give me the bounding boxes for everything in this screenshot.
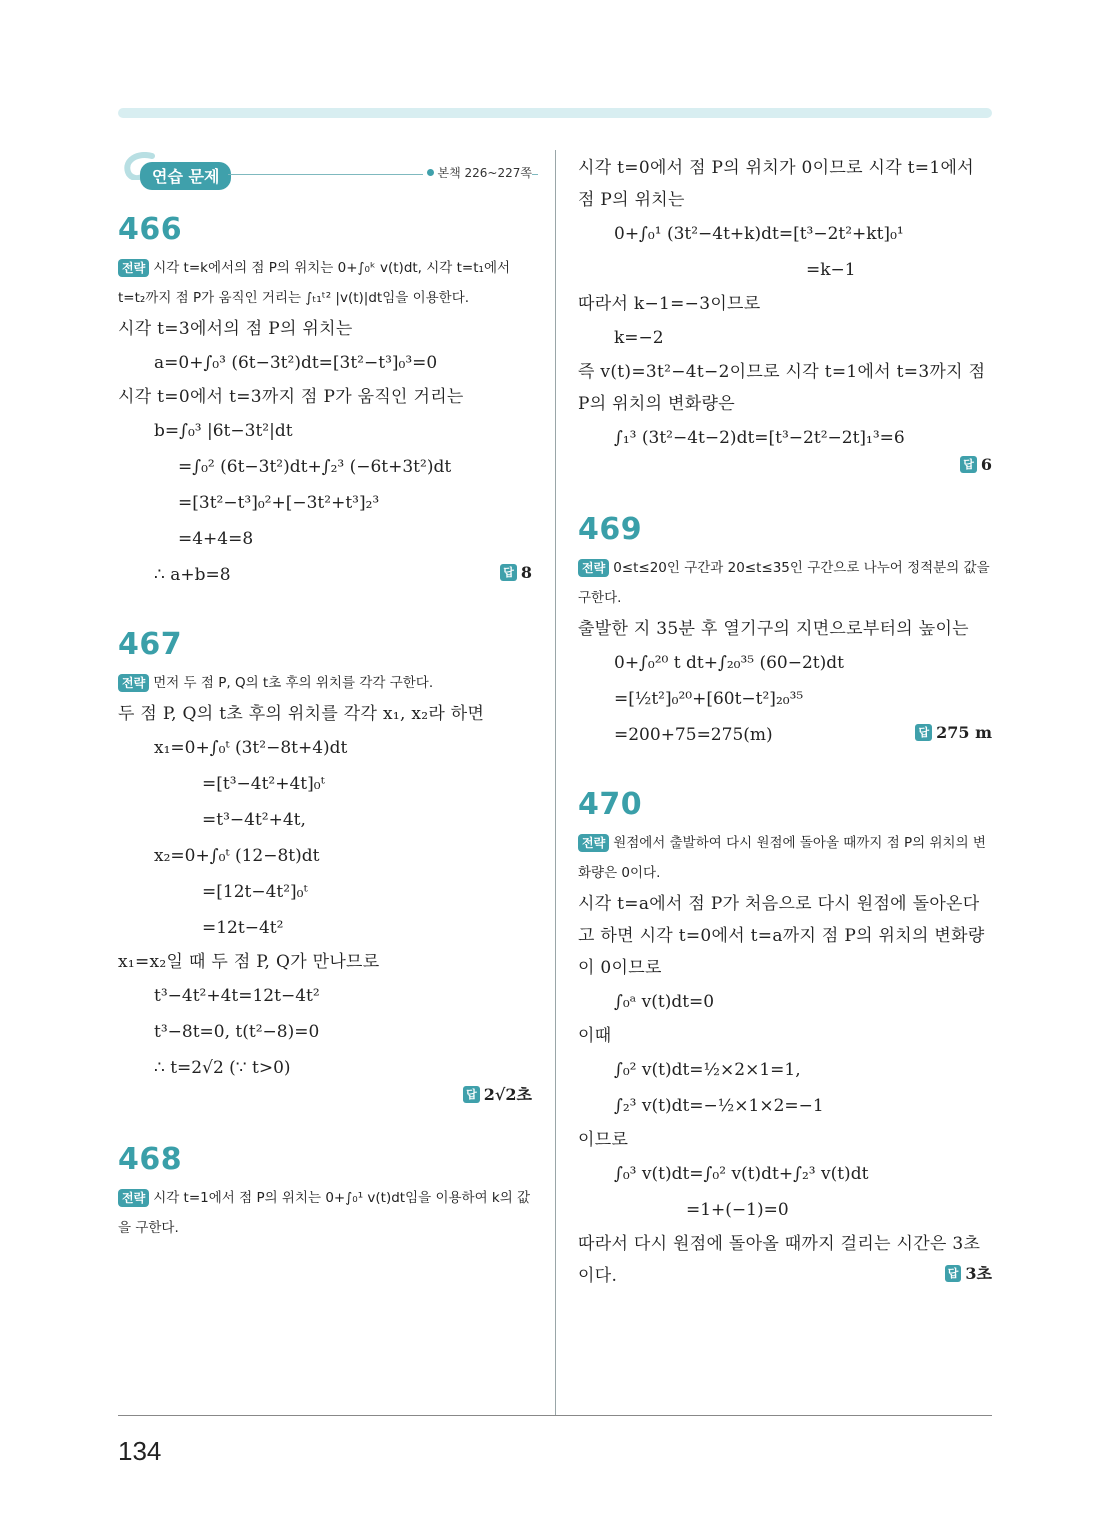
footer-rule [118,1415,992,1416]
math-line: =4+4=8 [178,529,254,549]
math-line: =1+(−1)=0 [686,1200,789,1220]
solution-text: 이므로 [578,1130,629,1150]
page-reference [423,164,532,181]
math-line: ∴ a+b=8 [154,565,231,585]
math-line: 0+∫₀²⁰ t dt+∫₂₀³⁵ (60−2t)dt [614,653,844,673]
strategy-note [118,1183,532,1243]
solution-text: 시각 t=a에서 점 P가 처음으로 다시 원점에 돌아온다고 하면 시각 t=0에서 t=a까지 점 P의 위치의 변화량이 0이므로 [578,894,985,978]
math-line: ∫₀³ v(t)dt=∫₀² v(t)dt+∫₂³ v(t)dt [614,1164,869,1184]
strategy-tag: 전략 [118,674,149,692]
answer [500,560,532,586]
math-line: ∫₂³ v(t)dt=−½×1×2=−1 [614,1096,824,1116]
strategy-text: 먼저 두 점 P, Q의 t초 후의 위치를 각각 구한다. [153,675,434,691]
math-line: ∫₀² v(t)dt=½×2×1=1, [614,1060,801,1080]
math-line: x₂=0+∫₀ᵗ (12−8t)dt [154,846,320,866]
solution-text: 이다. [578,1266,618,1286]
strategy-text: 0≤t≤20인 구간과 20≤t≤35인 구간으로 나누어 정적분의 값을 구한다. [578,560,990,606]
problem-number: 469 [578,512,643,547]
math-line: t³−4t²+4t=12t−4t² [154,986,320,1006]
math-line: a=0+∫₀³ (6t−3t²)dt=[3t²−t³]₀³=0 [154,353,438,373]
math-line: =[½t²]₀²⁰+[60t−t²]₂₀³⁵ [614,689,804,709]
answer [945,1261,992,1287]
strategy-note [578,553,992,613]
column-divider [555,150,556,1415]
strategy-note [118,253,532,313]
solution-text: 두 점 P, Q의 t초 후의 위치를 각각 x₁, x₂라 하면 [118,704,485,724]
math-line: 0+∫₀¹ (3t²−4t+k)dt=[t³−2t²+kt]₀¹ [614,224,904,244]
solution-text: 즉 v(t)=3t²−4t−2이므로 시각 t=1에서 t=3까지 점 P의 위치의 변화량은 [578,362,986,414]
math-line: =[t³−4t²+4t]₀ᵗ [202,774,325,794]
math-line: =∫₀² (6t−3t²)dt+∫₂³ (−6t+3t²)dt [178,457,452,477]
answer-line [578,717,992,753]
answer-tag: 답 [945,1265,962,1282]
answer-value: 6 [980,455,992,474]
math-line: x₁=0+∫₀ᵗ (3t²−8t+4)dt [154,738,348,758]
math-line: =k−1 [806,260,856,280]
strategy-tag: 전략 [118,259,149,277]
answer-line [578,1260,992,1292]
page-number: 134 [118,1436,162,1466]
strategy-note [118,668,532,698]
math-line: =[3t²−t³]₀²+[−3t²+t³]₂³ [178,493,380,513]
strategy-text: 원점에서 출발하여 다시 원점에 돌아올 때까지 점 P의 위치의 변화량은 0이다. [578,835,986,881]
answer-line [118,557,532,593]
answer-tag: 답 [463,1086,480,1103]
problem-number: 470 [578,787,643,822]
section-badge: 연습 문제 [140,162,231,190]
bullet-icon [427,169,434,176]
strategy-tag: 전략 [118,1189,149,1207]
math-line: =t³−4t²+4t, [202,810,306,830]
math-line: k=−2 [614,328,664,348]
right-column [578,152,992,1292]
answer-value: 275 m [936,723,992,742]
strategy-note [578,828,992,888]
solution-text: 시각 t=0에서 t=3까지 점 P가 움직인 거리는 [118,387,464,407]
problem-number: 468 [118,1142,183,1177]
solution-text: 따라서 다시 원점에 돌아올 때까지 걸리는 시간은 3초 [578,1234,981,1254]
solution-text: 따라서 k−1=−3이므로 [578,294,761,314]
problem-number: 467 [118,627,183,662]
strategy-tag: 전략 [578,559,609,577]
answer-value: 3초 [965,1264,992,1283]
page-reference-text: 본책 226~227쪽 [437,166,532,180]
answer-value: 2√2초 [483,1085,532,1104]
solution-text: 시각 t=0에서 점 P의 위치가 0이므로 시각 t=1에서 점 P의 위치는 [578,158,974,210]
answer-value: 8 [520,563,532,582]
solution-text: 이때 [578,1026,612,1046]
answer-tag: 답 [500,564,517,581]
solution-text: 시각 t=3에서의 점 P의 위치는 [118,319,353,339]
math-line: t³−8t=0, t(t²−8)=0 [154,1022,320,1042]
math-line: ∫₀ᵃ v(t)dt=0 [614,992,715,1012]
strategy-text: 시각 t=k에서의 점 P의 위치는 0+∫₀ᵏ v(t)dt, 시각 t=t₁에서 t=t₂까지 점 P가 움직인 거리는 ∫ₜ₁ᵗ² |v(t)|dt임을 이용한다. [118,260,511,306]
section-header [118,152,532,192]
math-line: =200+75=275(m) [614,725,773,745]
math-line: ∴ t=2√2 (∵ t>0) [154,1058,291,1078]
strategy-text: 시각 t=1에서 점 P의 위치는 0+∫₀¹ v(t)dt임을 이용하여 k의 값을 구한다. [118,1190,531,1236]
top-decorative-bar [118,108,992,118]
math-line: =[12t−4t²]₀ᵗ [202,882,308,902]
left-content [118,212,532,1243]
strategy-tag: 전략 [578,834,609,852]
math-line: =12t−4t² [202,918,284,938]
solution-text: x₁=x₂일 때 두 점 P, Q가 만나므로 [118,952,380,972]
right-content [578,152,992,1292]
problem-number: 466 [118,212,183,247]
answer-tag: 답 [915,724,932,741]
math-line: ∫₁³ (3t²−4t−2)dt=[t³−2t²−2t]₁³=6 [614,428,905,448]
solution-text: 출발한 지 35분 후 열기구의 지면으로부터의 높이는 [578,619,969,639]
answer [915,720,992,746]
math-line: b=∫₀³ |6t−3t²|dt [154,421,293,441]
answer-tag: 답 [960,456,977,473]
left-column [118,152,532,1243]
